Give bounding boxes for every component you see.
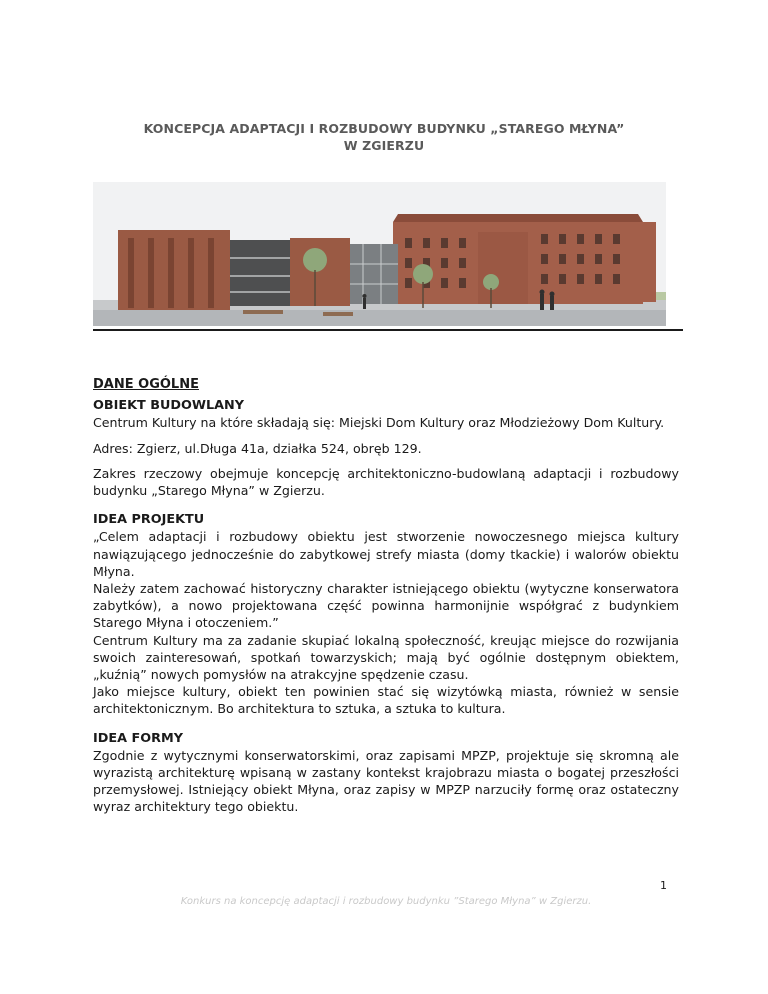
paragraph-object-description: Centrum Kultury na które składają się: Miejski Dom Kultury oraz Młodzieżowy Dom Kultury. — [93, 415, 665, 431]
paragraph-idea-heritage: Należy zatem zachować historyczny charakter istniejącego obiektu (wytyczne konserwatora zabytków), a nowo projektowana część powinna harmonijnie współgrać z budynkiem Starego Młyna i otoczeniem.” — [93, 581, 679, 631]
heading-project-idea: IDEA PROJEKTU — [93, 512, 205, 528]
paragraph-scope: Zakres rzeczowy obejmuje koncepcję architektoniczno-budowlaną adaptacji i rozbudowy budynku „Starego Młyna” w Zgierzu. — [93, 465, 679, 499]
title-line-2: W ZGIERZU — [343, 138, 425, 153]
building-visualization — [93, 182, 666, 326]
title-line-1: KONCEPCJA ADAPTACJI I ROZBUDOWY BUDYNKU „STAREGO MŁYNA” — [143, 121, 625, 136]
paragraph-idea-community: Centrum Kultury ma za zadanie skupiać lokalną społeczność, kreując miejsce do rozwijania swoich zainteresowań, spotkań towarzyskich; mają być ogólnie dostępnym obiektem, „kuźnią” nowych pomysłów na atrakcyjne spędzenie czasu. — [93, 632, 679, 683]
paragraph-address: Adres: Zgierz, ul.Długa 41a, działka 524, obręb 129. — [93, 440, 422, 456]
section-divider — [93, 329, 683, 331]
document-title — [90, 120, 678, 154]
heading-building-object: OBIEKT BUDOWLANY — [93, 398, 245, 414]
paragraph-form-description: Zgodnie z wytycznymi konserwatorskimi, oraz zapisami MPZP, projektuje się skromną ale wyrazistą architekturę wpisaną w zastany kontekst krajobrazu miasta o bogatej przeszłości przemysłowej. Istniejący obiekt Młyna, oraz zapisy w MPZP narzuciły formę oraz ostateczny wyraz architektury tego obiektu. — [93, 747, 679, 815]
heading-general-data: DANE OGÓLNE — [93, 377, 199, 392]
paragraph-idea-landmark: Jako miejsce kultury, obiekt ten powinien stać się wizytówką miasta, również w sensie architektonicznym. Bo architektura to sztuka, a sztuka to kultura. — [93, 684, 679, 717]
heading-form-idea: IDEA FORMY — [93, 730, 183, 746]
paragraph-idea-goal: „Celem adaptacji i rozbudowy obiektu jest stworzenie nowoczesnego miejsca kultury nawiązującego jednocześnie do zabytkowej strefy miasta (domy tkackie) i walorów obiektu Młyna. — [93, 529, 679, 579]
page-footer: Konkurs na koncepcję adaptacji i rozbudowy budynku ”Starego Młyna” w Zgierzu. — [180, 896, 592, 907]
document-body — [93, 376, 679, 816]
page-number: 1 — [660, 879, 667, 892]
